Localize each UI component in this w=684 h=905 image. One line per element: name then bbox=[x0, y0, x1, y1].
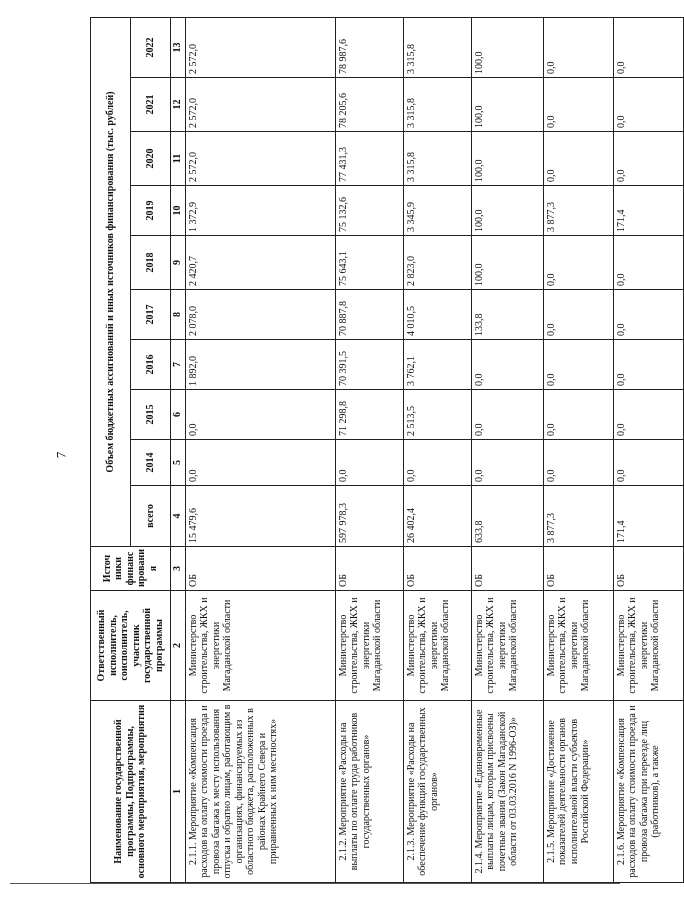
row-value: 100,0 bbox=[471, 78, 543, 132]
row-value: 0,0 bbox=[403, 440, 471, 486]
table-row bbox=[403, 17, 471, 882]
column-number: 4 bbox=[171, 486, 186, 547]
row-responsible: Министерство строительства, ЖКХ и энергетики Магаданской области bbox=[471, 591, 543, 701]
header-year: 2022 bbox=[131, 17, 171, 77]
row-value: 0,0 bbox=[613, 290, 683, 340]
row-value: 100,0 bbox=[471, 236, 543, 290]
row-value: 0,0 bbox=[543, 440, 613, 486]
header-year: 2018 bbox=[131, 236, 171, 290]
row-value: 133,8 bbox=[471, 290, 543, 340]
page-number: 7 bbox=[53, 451, 69, 459]
row-source: ОБ bbox=[543, 547, 613, 591]
row-value: 171,4 bbox=[613, 186, 683, 236]
row-value: 0,0 bbox=[613, 236, 683, 290]
row-value: 0,0 bbox=[185, 390, 335, 440]
row-value: 0,0 bbox=[613, 132, 683, 186]
row-value: 77 431,3 bbox=[335, 132, 403, 186]
column-number: 12 bbox=[171, 78, 186, 132]
row-value: 0,0 bbox=[335, 440, 403, 486]
row-responsible: Министерство строительства, ЖКХ и энергетики Магаданской области bbox=[613, 591, 683, 701]
column-number: 8 bbox=[171, 290, 186, 340]
row-value: 26 402,4 bbox=[403, 486, 471, 547]
column-number: 7 bbox=[171, 340, 186, 390]
column-number: 10 bbox=[171, 186, 186, 236]
row-value: 0,0 bbox=[543, 17, 613, 77]
header-year: 2019 bbox=[131, 186, 171, 236]
column-number: 6 bbox=[171, 390, 186, 440]
row-responsible: Министерство строительства, ЖКХ и энергетики Магаданской области bbox=[185, 591, 335, 701]
header-year: 2014 bbox=[131, 440, 171, 486]
row-value: 2 513,5 bbox=[403, 390, 471, 440]
header-year: 2021 bbox=[131, 78, 171, 132]
header-year: 2017 bbox=[131, 290, 171, 340]
row-value: 171,4 bbox=[613, 486, 683, 547]
table-row bbox=[543, 17, 613, 882]
row-value: 597 978,3 bbox=[335, 486, 403, 547]
row-value: 1 372,9 bbox=[185, 186, 335, 236]
row-value: 70 887,8 bbox=[335, 290, 403, 340]
row-source: ОБ bbox=[403, 547, 471, 591]
row-name: 2.1.3. Мероприятие «Расходы на обеспечение функций государственных органов» bbox=[403, 701, 471, 883]
row-value: 2 572,0 bbox=[185, 78, 335, 132]
row-value: 3 345,9 bbox=[403, 186, 471, 236]
row-source: ОБ bbox=[471, 547, 543, 591]
row-value: 2 420,7 bbox=[185, 236, 335, 290]
row-value: 633,8 bbox=[471, 486, 543, 547]
header-total: всего bbox=[131, 486, 171, 547]
row-value: 2 078,0 bbox=[185, 290, 335, 340]
row-value: 2 823,0 bbox=[403, 236, 471, 290]
column-number: 1 bbox=[171, 701, 186, 883]
column-number: 13 bbox=[171, 17, 186, 77]
row-value: 0,0 bbox=[471, 390, 543, 440]
row-name: 2.1.4. Мероприятие «Единовременные выплаты лицам, которым присвоены почетные звания (Закон Магаданской области от 03.03.2016 N 1996-ОЗ)» bbox=[471, 701, 543, 883]
row-value: 0,0 bbox=[543, 132, 613, 186]
row-value: 0,0 bbox=[471, 440, 543, 486]
row-value: 78 987,6 bbox=[335, 17, 403, 77]
row-value: 0,0 bbox=[543, 236, 613, 290]
header-source: Источ ники финанс ировани я bbox=[91, 547, 171, 591]
table-row bbox=[471, 17, 543, 882]
row-value: 1 892,0 bbox=[185, 340, 335, 390]
row-value: 3 762,1 bbox=[403, 340, 471, 390]
row-value: 0,0 bbox=[185, 440, 335, 486]
row-name: 2.1.2. Мероприятие «Расходы на выплаты по оплате труда работников государственных органов» bbox=[335, 701, 403, 883]
row-value: 100,0 bbox=[471, 186, 543, 236]
row-value: 0,0 bbox=[613, 17, 683, 77]
row-value: 0,0 bbox=[613, 440, 683, 486]
column-number: 9 bbox=[171, 236, 186, 290]
header-year: 2016 bbox=[131, 340, 171, 390]
row-value: 71 298,8 bbox=[335, 390, 403, 440]
row-value: 100,0 bbox=[471, 17, 543, 77]
row-value: 70 391,5 bbox=[335, 340, 403, 390]
row-value: 78 205,6 bbox=[335, 78, 403, 132]
row-value: 4 010,5 bbox=[403, 290, 471, 340]
row-value: 3 315,8 bbox=[403, 17, 471, 77]
row-value: 75 643,1 bbox=[335, 236, 403, 290]
row-value: 2 572,0 bbox=[185, 17, 335, 77]
row-value: 0,0 bbox=[543, 340, 613, 390]
financing-table bbox=[90, 17, 684, 883]
column-number: 11 bbox=[171, 132, 186, 186]
header-row-1 bbox=[91, 17, 131, 882]
header-financing-group: Объем бюджетных ассигнований и иных источников финансирования (тыс. рублей) bbox=[91, 17, 131, 546]
row-value: 0,0 bbox=[613, 78, 683, 132]
row-value: 0,0 bbox=[613, 390, 683, 440]
row-value: 0,0 bbox=[613, 340, 683, 390]
column-number-row bbox=[171, 17, 186, 882]
row-value: 75 132,6 bbox=[335, 186, 403, 236]
row-value: 0,0 bbox=[471, 340, 543, 390]
row-source: ОБ bbox=[335, 547, 403, 591]
column-number: 5 bbox=[171, 440, 186, 486]
column-number: 3 bbox=[171, 547, 186, 591]
row-responsible: Министерство строительства, ЖКХ и энергетики Магаданской области bbox=[335, 591, 403, 701]
row-value: 15 479,6 bbox=[185, 486, 335, 547]
row-source: ОБ bbox=[185, 547, 335, 591]
row-responsible: Министерство строительства, ЖКХ и энергетики Магаданской области bbox=[543, 591, 613, 701]
row-value: 2 572,0 bbox=[185, 132, 335, 186]
header-name: Наименование государственной программы, Подпрограммы, основного мероприятия, мероприятия bbox=[91, 701, 171, 883]
row-value: 3 315,8 bbox=[403, 132, 471, 186]
header-year: 2020 bbox=[131, 132, 171, 186]
row-value: 0,0 bbox=[543, 290, 613, 340]
row-value: 3 315,8 bbox=[403, 78, 471, 132]
row-value: 0,0 bbox=[543, 78, 613, 132]
row-source: ОБ bbox=[613, 547, 683, 591]
row-name: 2.1.1. Мероприятие «Компенсация расходов на оплату стоимости проезда и провоза багажа к месту использования отпуска и обратно лицам, работающим в организациях, финансируемых из областного бюджета, расположенных в районах Крайнего Севера и приравненных к ним местностях» bbox=[185, 701, 335, 883]
column-number: 2 bbox=[171, 591, 186, 701]
table-row bbox=[335, 17, 403, 882]
row-name: 2.1.5. Мероприятие «Достижение показателей деятельности органов исполнительной власти субъектов Российской Федерации» bbox=[543, 701, 613, 883]
row-value: 100,0 bbox=[471, 132, 543, 186]
row-value: 3 877,3 bbox=[543, 486, 613, 547]
row-name: 2.1.6. Мероприятие «Компенсация расходов на оплату стоимости проезда и провоза багажа при переезде лиц (работников), а также bbox=[613, 701, 683, 883]
bottom-border-line bbox=[10, 883, 620, 884]
header-responsible: Ответственный исполнитель, соисполнитель, участник государственной программы bbox=[91, 591, 171, 701]
table-row bbox=[185, 17, 335, 882]
header-year: 2015 bbox=[131, 390, 171, 440]
row-responsible: Министерство строительства, ЖКХ и энергетики Магаданской области bbox=[403, 591, 471, 701]
row-value: 3 877,3 bbox=[543, 186, 613, 236]
row-value: 0,0 bbox=[543, 390, 613, 440]
table-row bbox=[613, 17, 683, 882]
